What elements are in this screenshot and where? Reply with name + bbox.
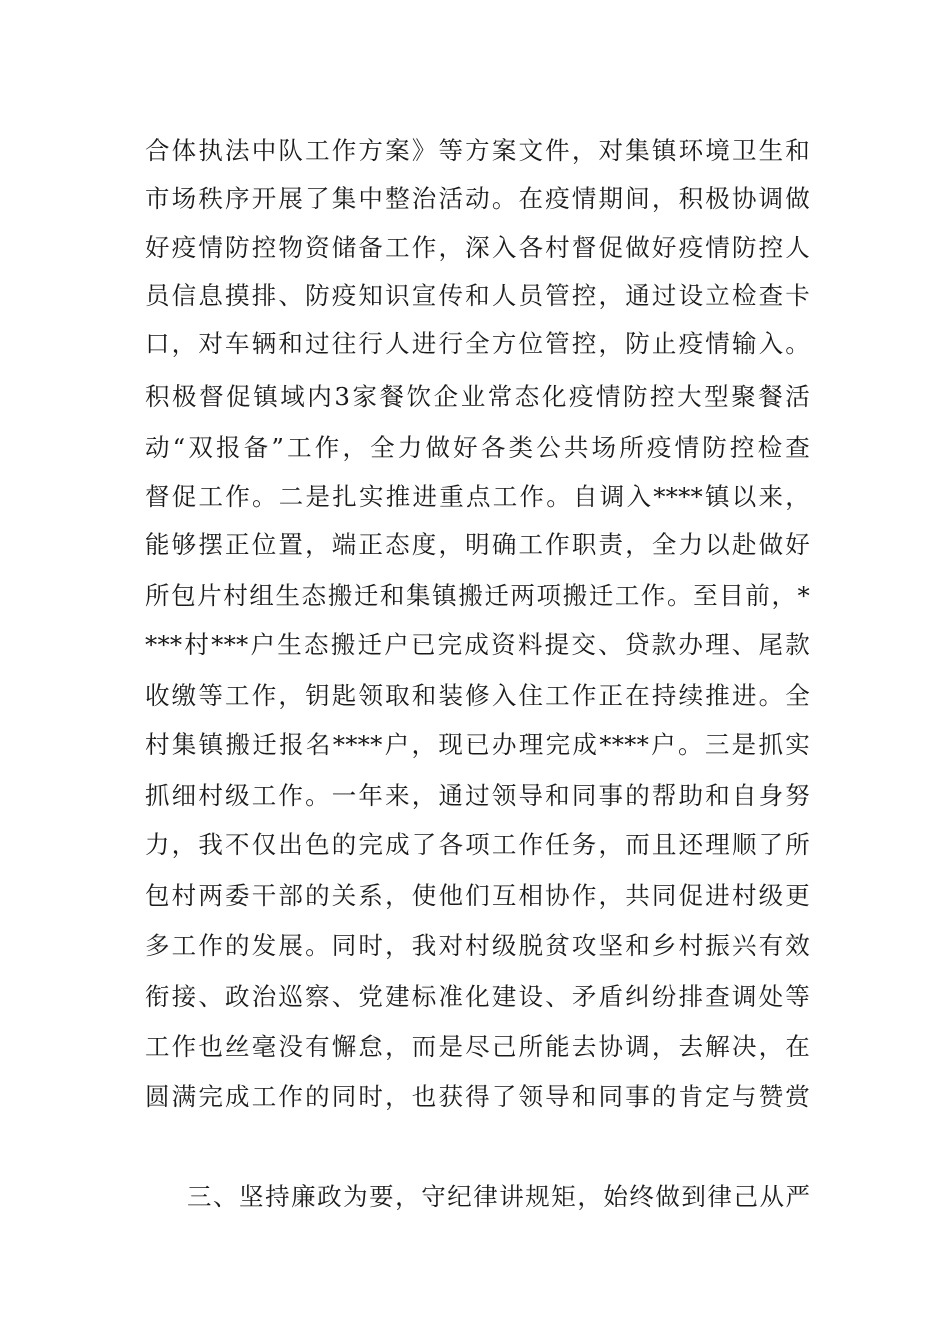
paragraph-line: 市场秩序开展了集中整治活动。在疫情期间，积极协调做 <box>145 184 810 213</box>
paragraph-line: 抓细村级工作。一年来，通过领导和同事的帮助和自身努 <box>145 781 810 810</box>
paragraph-line: 合体执法中队工作方案》等方案文件，对集镇环境卫生和 <box>145 136 810 165</box>
section-heading: 三、坚持廉政为要，守纪律讲规矩，始终做到律己从严 <box>187 1182 810 1211</box>
paragraph-line: 督促工作。二是扎实推进重点工作。自调入****镇以来， <box>145 482 810 511</box>
paragraph-line: 积极督促镇域内3家餐饮企业常态化疫情防控大型聚餐活 <box>145 382 810 411</box>
paragraph-line: ***村***户生态搬迁户已完成资料提交、贷款办理、尾款 <box>145 630 810 659</box>
paragraph-line: 收缴等工作，钥匙领取和装修入住工作正在持续推进。全 <box>145 681 810 710</box>
paragraph-line: 圆满完成工作的同时，也获得了领导和同事的肯定与赞赏 <box>145 1082 810 1111</box>
paragraph-line: 力，我不仅出色的完成了各项工作任务，而且还理顺了所 <box>145 830 810 859</box>
paragraph-line: 口，对车辆和过往行人进行全方位管控，防止疫情输入。 <box>145 329 810 358</box>
paragraph-line: 好疫情防控物资储备工作，深入各村督促做好疫情防控人 <box>145 233 810 262</box>
paragraph-line: 能够摆正位置，端正态度，明确工作职责，全力以赴做好 <box>145 530 810 559</box>
paragraph-line: 工作也丝毫没有懈怠，而是尽己所能去协调，去解决，在 <box>145 1032 810 1061</box>
paragraph-line: 动“双报备”工作，全力做好各类公共场所疫情防控检查 <box>145 433 810 462</box>
paragraph-line: 所包片村组生态搬迁和集镇搬迁两项搬迁工作。至目前，* <box>145 581 810 610</box>
paragraph-line: 员信息摸排、防疫知识宣传和人员管控，通过设立检查卡 <box>145 281 810 310</box>
paragraph-line: 包村两委干部的关系，使他们互相协作，共同促进村级更 <box>145 881 810 910</box>
paragraph-line: 衔接、政治巡察、党建标准化建设、矛盾纠纷排查调处等 <box>145 982 810 1011</box>
paragraph-line: 多工作的发展。同时，我对村级脱贫攻坚和乡村振兴有效 <box>145 931 810 960</box>
paragraph-line: 村集镇搬迁报名****户，现已办理完成****户。三是抓实 <box>145 730 810 759</box>
